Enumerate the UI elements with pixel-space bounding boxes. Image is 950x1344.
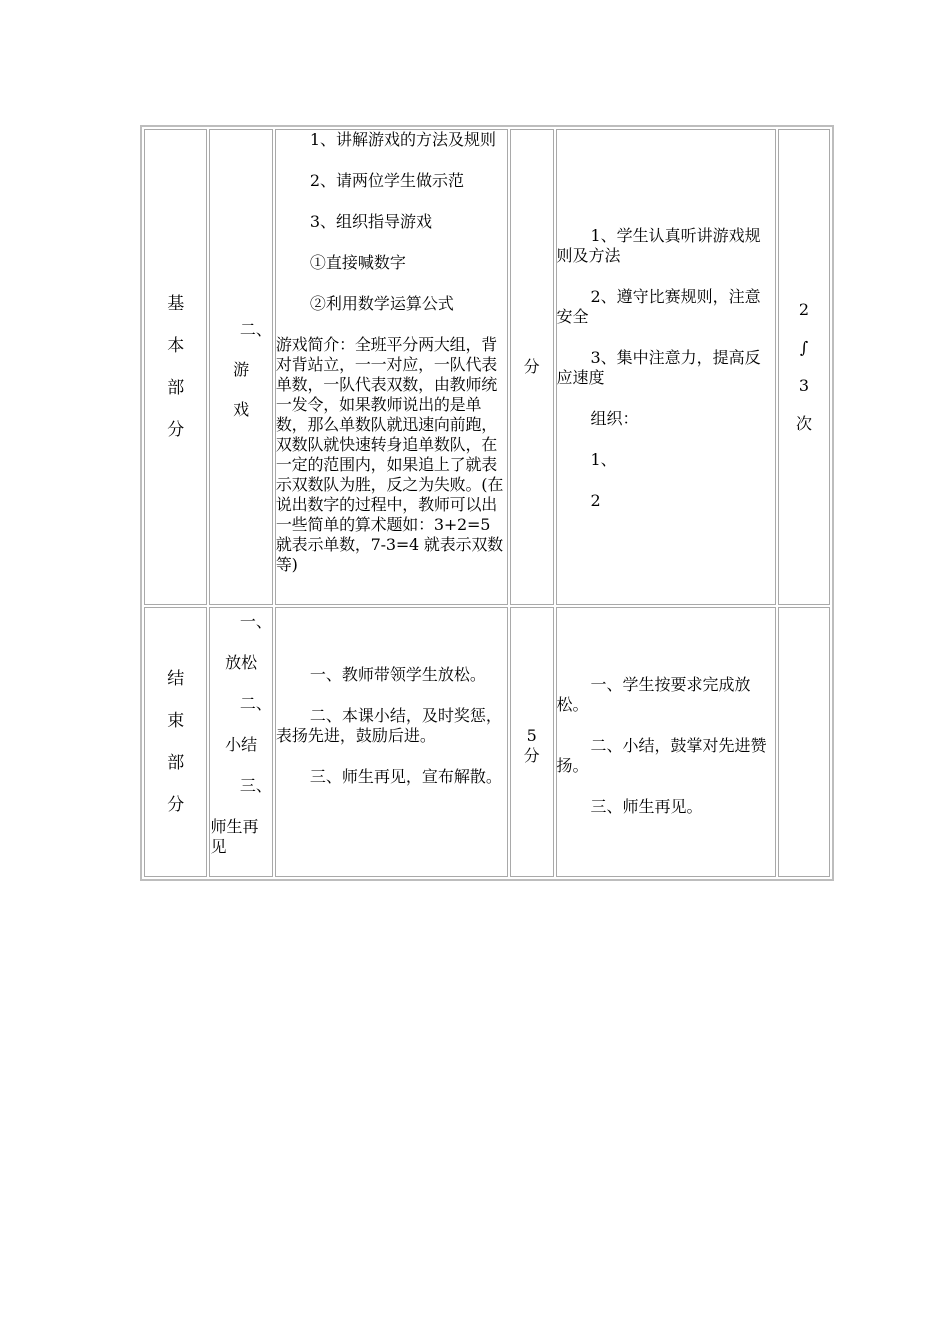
time-unit: 分 — [523, 357, 540, 376]
student-item: 三、师生再见。 — [590, 797, 703, 816]
teacher-content-cell — [275, 129, 508, 605]
section-char: 部 — [167, 378, 185, 398]
frequency-char: 2 — [798, 300, 810, 319]
student-item: 1、学生认真听讲游戏规则及方法 — [556, 226, 761, 265]
time-value: 5 — [526, 726, 537, 745]
section-cell-end — [144, 607, 207, 877]
frequency-cell-end — [778, 607, 830, 877]
frequency-char: 次 — [795, 414, 812, 433]
item-number: 二、 — [239, 320, 272, 339]
time-unit: 分 — [523, 746, 540, 765]
frequency-char: ∫ — [799, 338, 809, 357]
section-char: 结 — [167, 669, 185, 689]
item-cell-end — [209, 607, 272, 877]
teacher-item: 二、本课小结，及时奖惩，表扬先进，鼓励后进。 — [275, 706, 502, 745]
student-item: 组织： — [590, 409, 639, 428]
student-item: 一、学生按要求完成放松。 — [556, 675, 751, 714]
item-number: 三、 — [239, 776, 272, 795]
lesson-plan-table — [140, 125, 834, 881]
content-step: 3、组织指导游戏 — [309, 212, 433, 231]
student-item: 2 — [590, 491, 601, 510]
item-label: 师生再见 — [210, 817, 259, 856]
content-step: ②利用数学运算公式 — [309, 294, 454, 313]
section-char: 本 — [167, 336, 185, 356]
student-item: 二、小结，鼓掌对先进赞扬。 — [556, 736, 767, 775]
section-char: 分 — [167, 795, 185, 815]
teacher-content-cell-end — [275, 607, 508, 877]
item-label-char: 戏 — [233, 400, 250, 419]
item-label-char: 游 — [233, 360, 250, 379]
student-item: 1、 — [590, 450, 617, 469]
section-cell-basic — [144, 129, 207, 605]
student-cell-end — [556, 607, 776, 877]
time-cell-end — [510, 607, 554, 877]
teacher-item: 三、师生再见，宣布解散。 — [309, 767, 502, 786]
teacher-item: 一、教师带领学生放松。 — [309, 665, 486, 684]
section-char: 分 — [167, 420, 185, 440]
item-number: 二、 — [239, 694, 272, 713]
item-cell-game — [209, 129, 272, 605]
game-intro: 游戏简介：全班平分两大组，背对背站立，一一对应，一队代表单数，一队代表双数，由教师统一发令，如果教师说出的是单数，那么单数队就迅速向前跑，双数队就快速转身追单数队，在一定的范围内，如果追上了就表示双数队为胜，反之为失败。(在说出数字的过程中，教师可以出一些简单的算术题如：3+2=5 就表示单数，7-3=4 就表示双数等) — [275, 335, 504, 574]
frequency-char: 3 — [798, 376, 810, 395]
student-item: 2、遵守比赛规则，注意安全 — [556, 287, 761, 326]
item-label: 小结 — [225, 735, 258, 754]
table-row-end — [144, 607, 830, 877]
section-char: 基 — [167, 294, 185, 314]
section-char: 束 — [167, 711, 185, 731]
student-item: 3、集中注意力，提高反应速度 — [556, 348, 761, 387]
section-char: 部 — [167, 753, 185, 773]
time-cell-basic — [510, 129, 554, 605]
content-step: 1、讲解游戏的方法及规则 — [309, 130, 497, 149]
item-label: 放松 — [225, 653, 258, 672]
frequency-cell — [778, 129, 830, 605]
content-step: 2、请两位学生做示范 — [309, 171, 465, 190]
item-number: 一、 — [239, 612, 272, 631]
table-row-basic — [144, 129, 830, 605]
lesson-table — [142, 127, 832, 879]
student-cell-basic — [556, 129, 776, 605]
content-step: ①直接喊数字 — [309, 253, 406, 272]
